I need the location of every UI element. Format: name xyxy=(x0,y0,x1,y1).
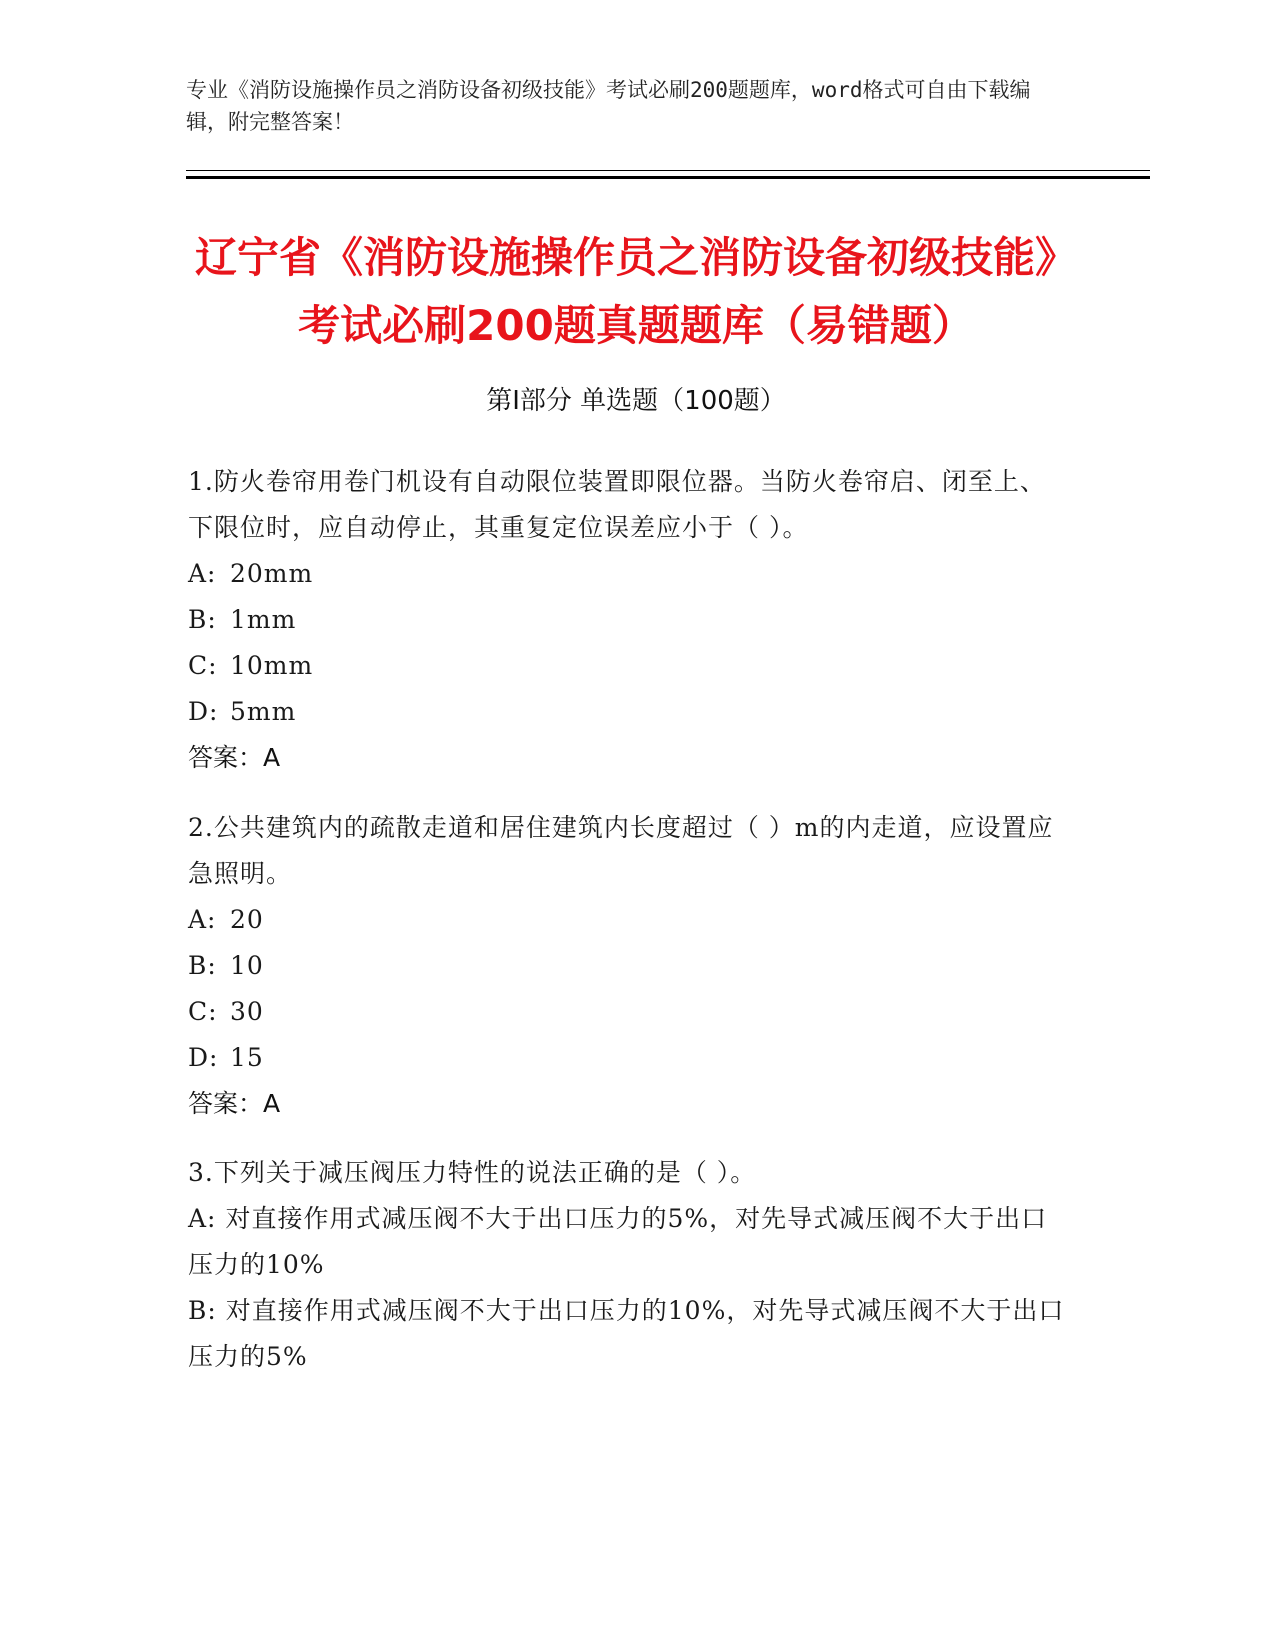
section-heading: 第I部分 单选题（100题） xyxy=(486,386,786,416)
option-c xyxy=(188,643,1068,689)
option-a xyxy=(188,551,1068,597)
option-letter: A: xyxy=(188,559,217,588)
option-letter: D: xyxy=(188,697,219,726)
question-stem: 2.公共建筑内的疏散走道和居住建筑内长度超过（ ）m的内走道，应设置应急照明。 xyxy=(188,813,1054,888)
option-text: 10mm xyxy=(230,651,314,680)
question-2 xyxy=(188,805,1068,1127)
option-b xyxy=(188,943,1068,989)
option-letter: B: xyxy=(188,1296,217,1325)
option-b xyxy=(188,597,1068,643)
option-letter: D: xyxy=(188,1043,219,1072)
option-letter: A: xyxy=(188,905,217,934)
option-a xyxy=(188,897,1068,943)
option-b xyxy=(188,1288,1068,1380)
answer: 答案：A xyxy=(188,743,281,772)
option-text: 对直接作用式减压阀不大于出口压力的5%，对先导式减压阀不大于出口压力的10% xyxy=(188,1204,1048,1279)
option-text: 1mm xyxy=(230,605,297,634)
option-letter: C: xyxy=(188,651,218,680)
header-rule-thin xyxy=(186,170,1150,171)
question-1 xyxy=(188,459,1068,781)
question-stem: 3.下列关于减压阀压力特性的说法正确的是（ ）。 xyxy=(188,1158,757,1187)
option-text: 20mm xyxy=(230,559,314,588)
option-letter: B: xyxy=(188,605,217,634)
option-text: 15 xyxy=(230,1043,264,1072)
option-text: 30 xyxy=(230,997,264,1026)
option-letter: B: xyxy=(188,951,217,980)
option-text: 5mm xyxy=(230,697,297,726)
option-c xyxy=(188,989,1068,1035)
question-stem: 1.防火卷帘用卷门机设有自动限位装置即限位器。当防火卷帘启、闭至上、下限位时，应自动停止，其重复定位误差应小于（ ）。 xyxy=(188,467,1046,542)
option-a xyxy=(188,1196,1068,1288)
question-3 xyxy=(188,1150,1068,1380)
document-title: 辽宁省《消防设施操作员之消防设备初级技能》考试必刷200题真题题库（易错题） xyxy=(194,233,1077,350)
header-rule-thick xyxy=(186,176,1150,179)
answer: 答案：A xyxy=(188,1089,281,1118)
option-letter: A: xyxy=(188,1204,217,1233)
option-text: 10 xyxy=(230,951,264,980)
option-d xyxy=(188,1035,1068,1081)
option-letter: C: xyxy=(188,997,218,1026)
option-text: 20 xyxy=(230,905,264,934)
option-text: 对直接作用式减压阀不大于出口压力的10%，对先导式减压阀不大于出口压力的5% xyxy=(188,1296,1065,1371)
header-note: 专业《消防设施操作员之消防设备初级技能》考试必刷200题题库，word格式可自由下载编辑，附完整答案！ xyxy=(186,78,1031,134)
option-d xyxy=(188,689,1068,735)
